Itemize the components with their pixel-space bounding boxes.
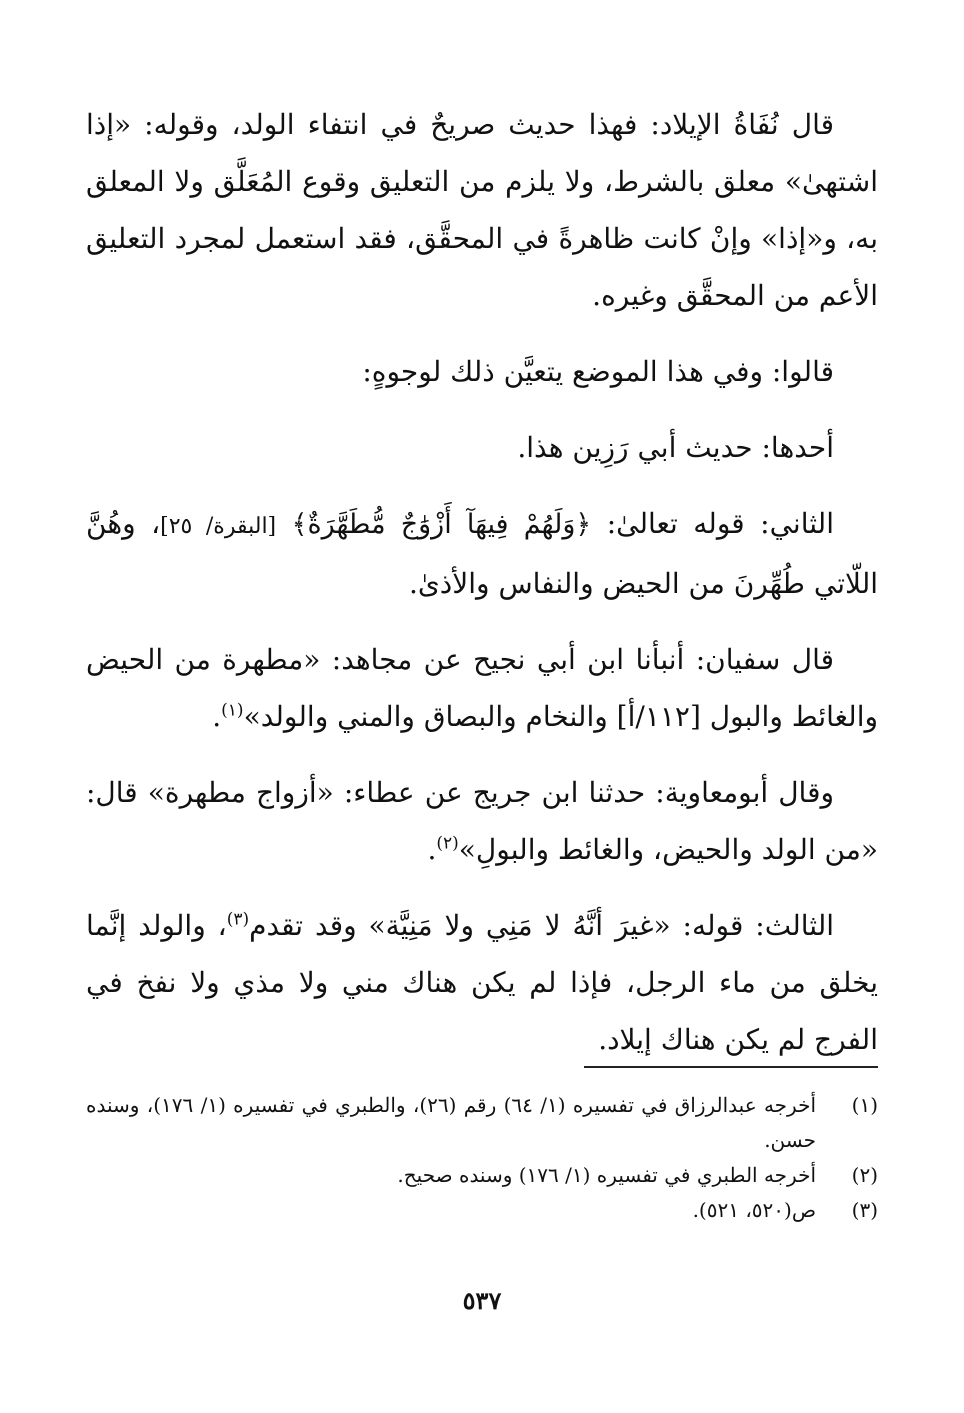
page-number: ٥٣٧ xyxy=(462,1286,502,1315)
paragraph-5 xyxy=(86,631,878,745)
footnote-1 xyxy=(86,1088,878,1158)
paragraph-1-text: قال نُفَاةُ الإيلاد: فهذا حديث صريحٌ في انتفاء الولد، وقوله: «إذا اشتهىٰ» معلق بالشرط، ولا يلزم من التعليق وقوع المُعَلَّق ولا المعلق به، و«إذا» وإنْ كانت ظاهرةً في المحقَّق، فقد استعمل لمجرد التعليق الأعم من المحقَّق وغيره. xyxy=(86,108,878,312)
footnote-number: (٢) xyxy=(851,1163,878,1187)
paragraph-4-tail: ، وهُنَّ اللّاتي طُهِّرنَ من الحيض والنفاس والأذىٰ. xyxy=(86,507,878,600)
footnote-number: (١) xyxy=(851,1093,878,1117)
paragraph-3-text: أحدها: حديث أبي رَزِين هذا. xyxy=(517,431,834,464)
paragraph-7-text-a: الثالث: قوله: «غيرَ أنَّهُ لا مَنِي ولا مَنِيَّة» وقد تقدم xyxy=(249,909,835,942)
paragraph-6-text: وقال أبومعاوية: حدثنا ابن جريج عن عطاء: «أزواج مطهرة» قال: «من الولد والحيض، والغائط والبولِ» xyxy=(86,776,878,866)
footnote-3 xyxy=(86,1193,878,1228)
paragraph-1 xyxy=(86,96,878,324)
main-text xyxy=(86,96,878,1087)
footnote-number: (٣) xyxy=(851,1198,878,1222)
paragraph-3 xyxy=(86,419,878,476)
footnote-ref-1[interactable]: (١) xyxy=(221,700,244,721)
paragraph-5-end: . xyxy=(212,700,222,733)
footnote-ref-3[interactable]: (٣) xyxy=(226,909,250,930)
footnotes xyxy=(86,1088,878,1228)
paragraph-4-lead: الثاني: قوله تعالىٰ: xyxy=(606,507,834,540)
footnote-ref-2[interactable]: (٢) xyxy=(436,833,459,854)
footnote-text: أخرجه الطبري في تفسيره (١/ ١٧٦) وسنده صحيح. xyxy=(397,1163,816,1187)
paragraph-6-end: . xyxy=(427,833,437,866)
paragraph-7-text-b: ، والولد إنَّما يخلق من ماء الرجل، فإذا لم يكن هناك مني ولا مذي ولا نفخ في الفرج لم يكن هناك إيلاد. xyxy=(86,909,878,1056)
footnote-divider xyxy=(584,1066,878,1068)
paragraph-5-text: قال سفيان: أنبأنا ابن أبي نجيح عن مجاهد: «مطهرة من الحيض والغائط والبول [١١٢/أ] والنخام والبصاق والمني والولد» xyxy=(86,643,878,733)
quran-reference: [البقرة/ ٢٥] xyxy=(160,514,277,539)
footnote-2 xyxy=(86,1158,878,1193)
paragraph-6 xyxy=(86,764,878,878)
paragraph-2 xyxy=(86,343,878,400)
quran-verse: ﴿وَلَهُمْ فِيهَآ أَزْوَٰجٌ مُّطَهَّرَةٌ﴾ xyxy=(291,509,592,540)
paragraph-4 xyxy=(86,495,878,612)
paragraph-2-text: قالوا: وفي هذا الموضع يتعيَّن ذلك لوجوهٍ: xyxy=(362,355,834,388)
paragraph-7 xyxy=(86,897,878,1068)
footnote-text: ص(٥٢٠، ٥٢١). xyxy=(692,1198,816,1222)
footnote-text: أخرجه عبدالرزاق في تفسيره (١/ ٦٤) رقم (٢٦)، والطبري في تفسيره (١/ ١٧٦)، وسنده حسن. xyxy=(86,1093,817,1152)
